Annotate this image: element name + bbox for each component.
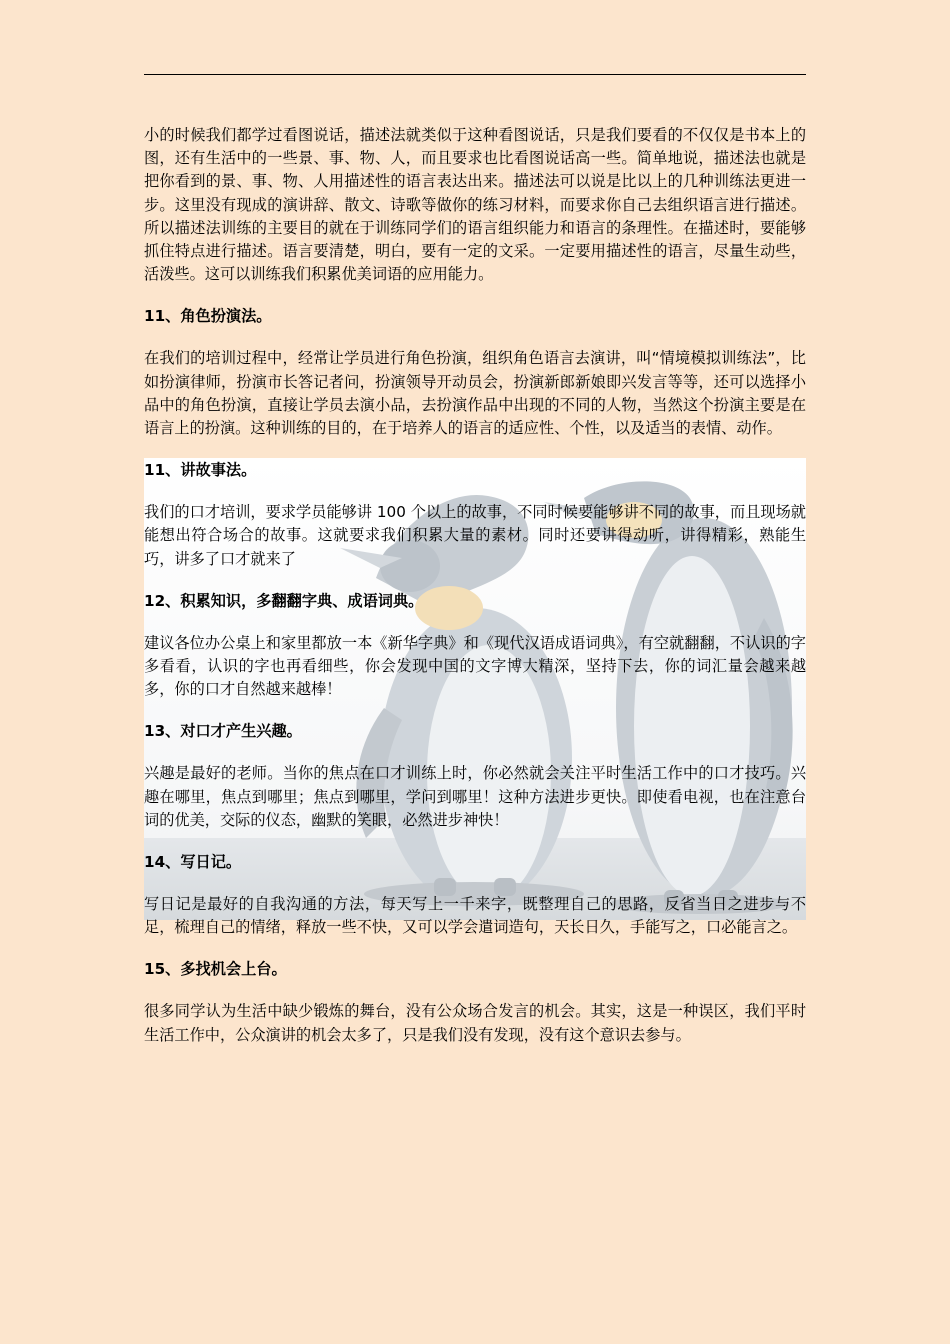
header-rule <box>144 74 806 75</box>
section-heading-interest: 13、对口才产生兴趣。 <box>144 722 302 741</box>
interest-paragraph: 兴趣是最好的老师。当你的焦点在口才训练上时，你必然就会关注平时生活工作中的口才技巧。兴趣在哪里，焦点到哪里；焦点到哪里，学问到哪里！这种方法进步更快。即使看电视，也在注意台词的优美，交际的仪态，幽默的笑眼，必然进步神快！ <box>144 764 806 829</box>
stage-paragraph: 很多同学认为生活中缺少锻炼的舞台，没有公众场合发言的机会。其实，这是一种误区，我们平时生活工作中，公众演讲的机会太多了，只是我们没有发现，没有这个意识去参与。 <box>144 1002 806 1044</box>
section-heading-diary: 14、写日记。 <box>144 853 242 872</box>
section-heading-role-play: 11、角色扮演法。 <box>144 307 272 326</box>
document-body <box>144 124 806 1066</box>
role-play-paragraph: 在我们的培训过程中，经常让学员进行角色扮演，组织角色语言去演讲，叫“情境模拟训练法”，比如扮演律师，扮演市长答记者问，扮演领导开动员会，扮演新郎新娘即兴发言等等，还可以选择小品中的角色扮演，直接让学员去演小品，去扮演作品中出现的不同的人物，当然这个扮演主要是在语言上的扮演。这种训练的目的，在于培养人的语言的适应性、个性，以及适当的表情、动作。 <box>144 349 806 438</box>
accumulate-knowledge-paragraph: 建议各位办公桌上和家里都放一本《新华字典》和《现代汉语成语词典》，有空就翻翻，不认识的字多看看，认识的字也再看细些，你会发现中国的文字博大精深，坚持下去，你的词汇量会越来越多，你的口才自然越来越棒！ <box>144 633 806 699</box>
section-heading-stage: 15、多找机会上台。 <box>144 960 287 979</box>
diary-paragraph: 写日记是最好的自我沟通的方法，每天写上一千来字，既整理自己的思路，反省当日之进步与不足，梳理自己的情绪，释放一些不快，又可以学会遣词造句，天长日久，手能写之，口必能言之。 <box>144 895 806 937</box>
section-heading-storytelling: 11、讲故事法。 <box>144 461 257 480</box>
storytelling-paragraph: 我们的口才培训，要求学员能够讲 100 个以上的故事，不同时候要能够讲不同的故事，而且现场就能想出符合场合的故事。这就要求我们积累大量的素材。同时还要讲得动听，讲得精彩，熟能生巧，讲多了口才就来了 <box>144 503 806 568</box>
intro-paragraph: 小的时候我们都学过看图说话，描述法就类似于这种看图说话，只是我们要看的不仅仅是书本上的图，还有生活中的一些景、事、物、人，而且要求也比看图说话高一些。简单地说，描述法也就是把你看到的景、事、物、人用描述性的语言表达出来。描述法可以说是比以上的几种训练法更进一步。这里没有现成的演讲辞、散文、诗歌等做你的练习材料，而要求你自己去组织语言进行描述。所以描述法训练的主要目的就在于训练同学们的语言组织能力和语言的条理性。在描述时，要能够抓住特点进行描述。语言要清楚，明白，要有一定的文采。一定要用描述性的语言，尽量生动些，活泼些。这可以训练我们积累优美词语的应用能力。 <box>144 126 806 284</box>
section-heading-accumulate-knowledge: 12、积累知识，多翻翻字典、成语词典。 <box>144 591 424 610</box>
